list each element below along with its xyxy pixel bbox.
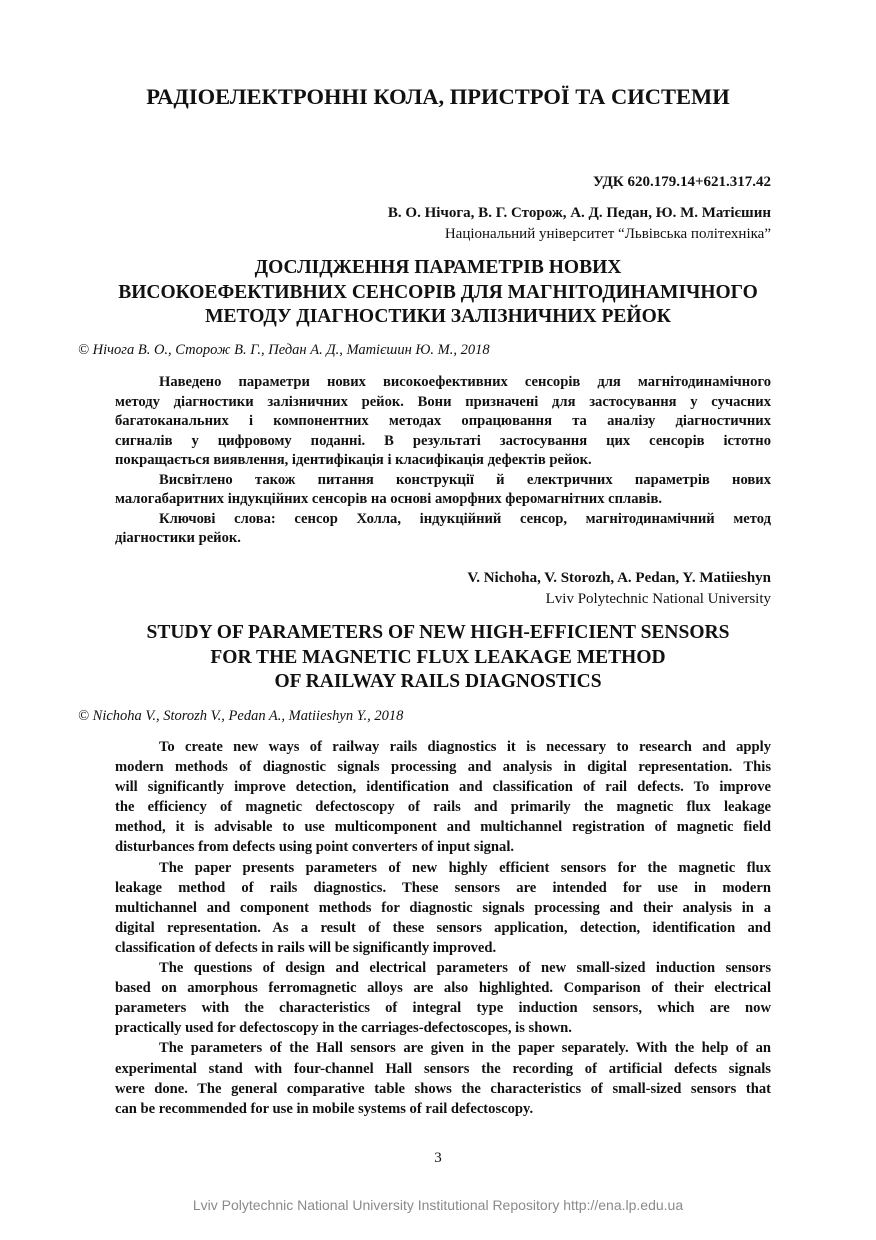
text-line: Висвітлено також питання конструкції й електричних параметрів нових [159,471,771,488]
text-line: The paper presents parameters of new highly efficient sensors for the magnetic flux [159,859,771,876]
text-line: leakage method of rails diagnostics. These sensors are intended for use in modern [115,879,771,896]
page-number: 3 [434,1150,442,1166]
text-line: The questions of design and electrical parameters of new small-sized induction sensors [159,960,771,977]
text-line: were done. The general comparative table shows the characteristics of small-sized sensors that [115,1080,771,1097]
title-line: STUDY OF PARAMETERS OF NEW HIGH-EFFICIENT SENSORS [146,622,730,643]
text-line: The parameters of the Hall sensors are given in the paper separately. With the help of an [159,1040,771,1057]
text-line: will significantly improve detection, identification and classification of rail defects. To improve [115,779,771,796]
paragraph [115,737,771,858]
text-line: the efficiency of magnetic defectoscopy of rails and primarily the magnetic flux leakage [115,799,771,816]
en-affiliation: Lviv Polytechnic National University [545,591,771,607]
text-line: modern methods of diagnostic signals processing and analysis in digital representation. This [115,759,771,776]
paragraph [115,510,771,549]
text-line: діагностики рейок. [115,530,241,546]
title-line: МЕТОДУ ДІАГНОСТИКИ ЗАЛІЗНИЧНИХ РЕЙОК [205,306,671,327]
paragraph [115,1038,771,1118]
text-line: based on amorphous ferromagnetic alloys are also highlighted. Comparison of their electrical [115,980,771,997]
text-line: experimental stand with four-channel Hall sensors the recording of artificial defects signals [115,1060,771,1077]
en-authors: V. Nichoha, V. Storozh, A. Pedan, Y. Matiieshyn [467,570,771,586]
paragraph [115,373,771,471]
title-line: OF RAILWAY RAILS DIAGNOSTICS [274,671,602,692]
text-line: digital representation. As a result of these sensors application, detection, identification and [115,919,771,936]
text-line: parameters with the characteristics of integral type induction sensors, which are now [115,1000,771,1017]
text-line: покращається виявлення, ідентифікація і класифікація дефектів рейок. [115,452,592,468]
repository-footer: Lviv Polytechnic National University Institutional Repository http://ena.lp.edu.ua [192,1197,684,1213]
text-line: сигналів у цифровому поданні. В результаті застосування цих сенсорів істотно [115,432,771,449]
text-line: disturbances from defects using point converters of input signal. [115,839,515,856]
paragraph [115,471,771,510]
text-line: методу діагностики залізничних рейок. Вони призначені для застосування у сучасних [115,393,771,410]
text-line: малогабаритних індукційних сенсорів на основі аморфних феромагнітних сплавів. [115,491,663,507]
ua-abstract [115,373,771,549]
udk-code: УДК 620.179.14+621.317.42 [593,174,771,190]
ua-affiliation: Національний університет “Львівська політехніка” [444,226,771,242]
en-copyright: © Nichoha V., Storozh V., Pedan A., Matiieshyn Y., 2018 [78,708,404,724]
ua-copyright: © Нічога В. О., Сторож В. Г., Педан А. Д., Матієшин Ю. М., 2018 [78,342,490,358]
text-line: multichannel and component methods for diagnostic signals processing and their analysis in a [115,899,771,916]
paragraph [115,858,771,958]
title-line: FOR THE MAGNETIC FLUX LEAKAGE METHOD [210,646,666,668]
title-line: ДОСЛІДЖЕННЯ ПАРАМЕТРІВ НОВИХ [254,257,622,278]
paragraph [115,958,771,1038]
ua-title [0,256,876,330]
text-line: can be recommended for use in mobile systems of rail defectoscopy. [115,1100,534,1117]
text-line: Ключові слова: сенсор Холла, індукційний сенсор, магнітодинамічний метод [159,510,771,527]
en-title [0,621,876,695]
ua-authors: В. О. Нічога, В. Г. Сторож, А. Д. Педан, Ю. М. Матієшин [387,205,771,221]
text-line: method, it is advisable to use multicomponent and multichannel registration of magnetic field [115,819,771,836]
text-line: багатоканальних і компонентних методах опрацювання та аналізу діагностичних [115,413,771,429]
text-line: practically used for defectoscopy in the carriages-defectoscopes, is shown. [115,1020,572,1037]
text-line: Наведено параметри нових високоефективних сенсорів для магнітодинамічного [159,374,771,390]
title-line: ВИСОКОЕФЕКТИВНИХ СЕНСОРІВ ДЛЯ МАГНІТОДИНАМІЧНОГО [118,281,758,303]
section-header: РАДІОЕЛЕКТРОННІ КОЛА, ПРИСТРОЇ ТА СИСТЕМИ [146,84,730,109]
text-line: To create new ways of railway rails diagnostics it is necessary to research and apply [159,739,771,755]
text-line: classification of defects in rails will be significantly improved. [115,939,497,956]
en-abstract [115,737,771,1119]
